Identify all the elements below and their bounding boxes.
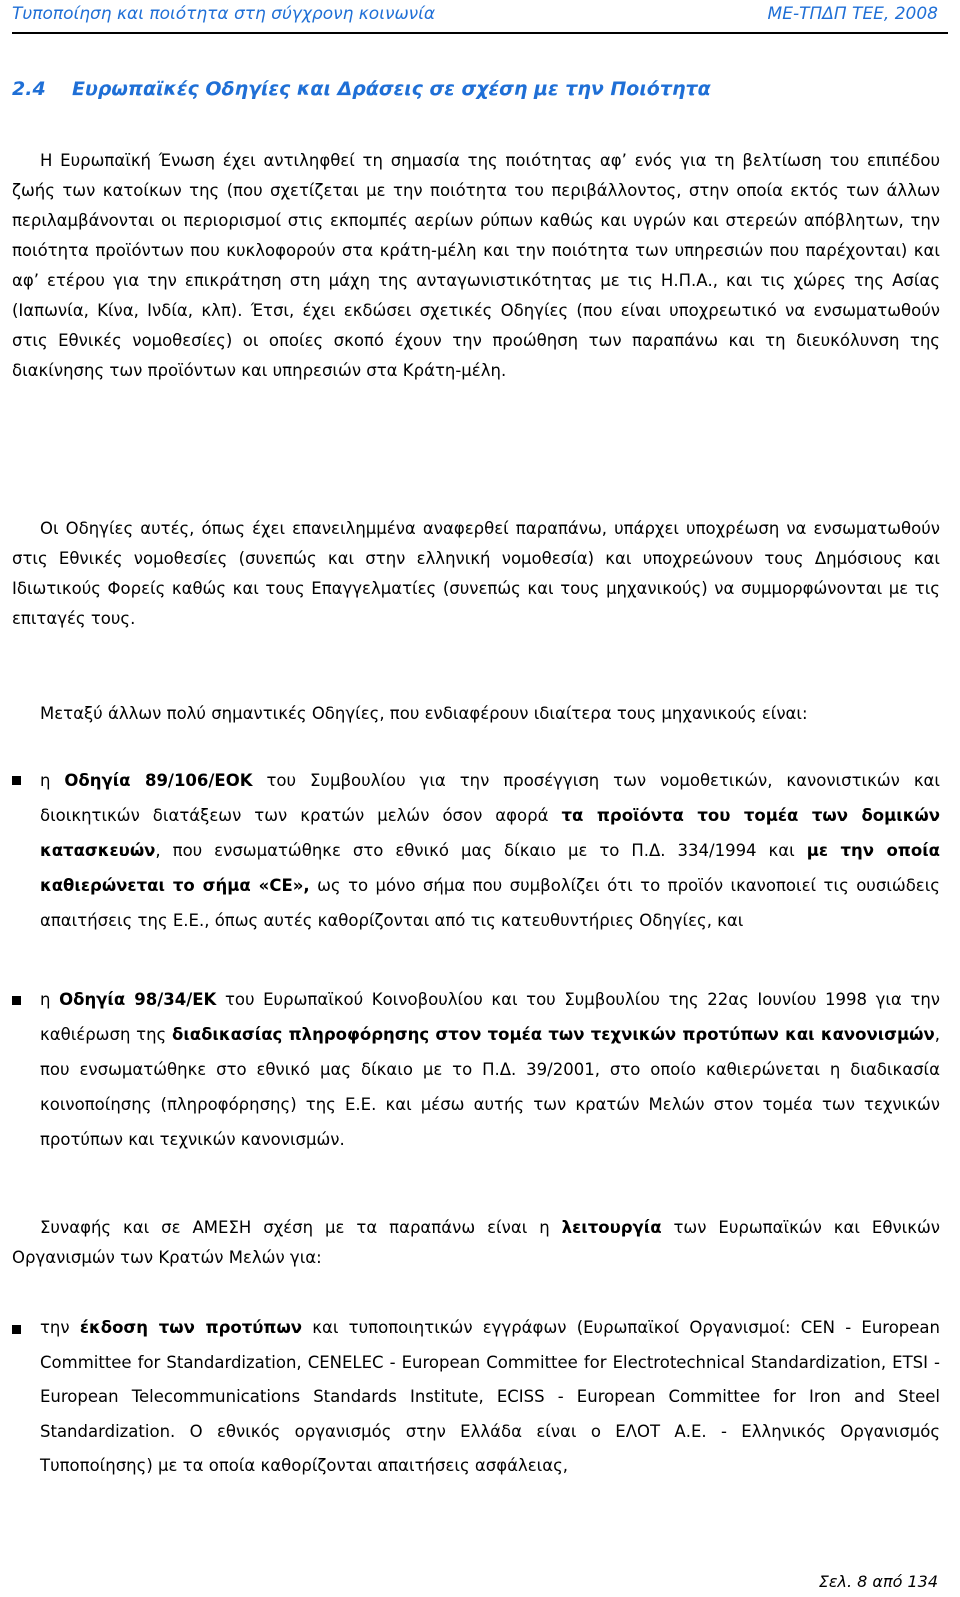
section-title: Ευρωπαϊκές Οδηγίες και Δράσεις σε σχέση με την Ποιότητα: [72, 78, 711, 100]
bold-run: τα προϊόντα του τομέα των δομικών κατασκευών: [40, 806, 940, 860]
page-number: Σελ. 8 από 134: [818, 1572, 938, 1591]
bullet-marker: [12, 776, 21, 785]
header-publisher: ΜΕ-ΤΠΔΠ ΤΕΕ, 2008: [767, 4, 938, 24]
text-run: η: [40, 990, 60, 1009]
bold-run: διαδικασίας πληροφόρησης στον τομέα των τεχνικών προτύπων και κανονισμών: [172, 1025, 935, 1044]
paragraph-1: Η Ευρωπαϊκή Ένωση έχει αντιληφθεί τη σημασία της ποιότητας αφ’ ενός για τη βελτίωση του επιπέδου ζωής των κατοίκων της (που σχετίζεται με την ποιότητα του περιβάλλοντος, στην οποία εκτός των άλλων περιλαμβάνονται οι περιορισμοί στις εκπομπές αερίων ρύπων καθώς και υγρών και στερεών απόβλητων, την ποιότητα προϊόντων που κυκλοφορούν στα κράτη-μέλη και την ποιότητα των υπηρεσιών που παρέχονται) και αφ’ ετέρου για την επικράτηση στη μάχη της ανταγωνιστικότητας με τις Η.Π.Α., και τις χώρες της Ασίας (Ιαπωνία, Κίνα, Ινδία, κλπ). Έτσι, έχει εκδώσει σχετικές Οδηγίες (που είναι υποχρεωτικό να ενσωματωθούν στις Εθνικές νομοθεσίες) οι οποίες σκοπό έχουν την προώθηση των παραπάνω και τη διευκόλυνση της διακίνησης των προϊόντων και υπηρεσιών στα Κράτη-μέλη.: [12, 151, 940, 380]
bold-run: με την οποία καθιερώνεται το σήμα «CE»,: [40, 841, 940, 895]
bullet-marker: [12, 996, 21, 1005]
text-run: του Ευρωπαϊκού Κοινοβουλίου και του Συμβουλίου της 22ας Ιουνίου 1998 για την καθιέρωση της: [40, 990, 941, 1044]
header-title: Τυποποίηση και ποιότητα στη σύγχρονη κοινωνία: [12, 4, 436, 24]
bold-run: Οδηγία 98/34/ΕΚ: [59, 990, 217, 1009]
paragraph-4: [12, 1213, 940, 1273]
text-run: την: [40, 1318, 80, 1337]
text-run: Συναφής και σε ΑΜΕΣΗ σχέση με τα παραπάνω είναι η: [40, 1218, 562, 1237]
bullet-item-directive-98-34: [40, 982, 940, 1157]
bold-run: Οδηγία 89/106/ΕΟΚ: [64, 771, 253, 790]
section-number: 2.4: [12, 78, 46, 100]
bullet-marker: [12, 1325, 21, 1334]
page-header: [12, 0, 948, 34]
bold-run: λειτουργία: [561, 1218, 662, 1237]
bullet-item-standards: [40, 1311, 940, 1484]
text-run: , που ενσωματώθηκε στο εθνικό μας δίκαιο με το Π.Δ. 334/1994 και: [155, 841, 807, 860]
text-run: , που ενσωματώθηκε στο εθνικό μας δίκαιο με το Π.Δ. 39/2001, στο οποίο καθιερώνεται η διαδικασία κοινοποίησης (πληροφόρησης) της Ε.Ε. και μέσω αυτής των κρατών Μελών στον τομέα των τεχνικών προτύπων και τεχνικών κανονισμών.: [40, 1025, 940, 1149]
section-heading: [12, 78, 711, 100]
text-run: των Ευρωπαϊκών και Εθνικών Οργανισμών των Κρατών Μελών για:: [12, 1218, 941, 1267]
paragraph-3: Μεταξύ άλλων πολύ σημαντικές Οδηγίες, που ενδιαφέρουν ιδιαίτερα τους μηχανικούς είναι:: [40, 704, 808, 723]
paragraph-2: Οι Οδηγίες αυτές, όπως έχει επανειλημμένα αναφερθεί παραπάνω, υπάρχει υποχρέωση να ενσωματωθούν στις Εθνικές νομοθεσίες (συνεπώς και στην ελληνική νομοθεσία) και υποχρεώνουν τους Δημόσιους και Ιδιωτικούς Φορείς καθώς και τους Επαγγελματίες (συνεπώς και τους μηχανικούς) να συμμορφώνονται με τις επιταγές τους.: [12, 519, 940, 628]
text-run: και τυποποιητικών εγγράφων (Ευρωπαϊκοί Οργανισμοί: CEN - European Committee for Standardization, CENELEC - European Committee for Electrotechnical Standardization, ETSI - European Telecommunications Standards Institute, ECISS - European Committee for Iron and Steel Standardization. Ο εθνικός οργανισμός στην Ελλάδα είναι ο ΕΛΟΤ Α.Ε. - Ελληνικός Οργανισμός Τυποποίησης) με τα οποία καθορίζονται απαιτήσεις ασφάλειας,: [40, 1318, 940, 1475]
text-run: η: [40, 771, 65, 790]
bullet-item-directive-89-106: [40, 763, 940, 938]
text-run: του Συμβουλίου για την προσέγγιση των νομοθετικών, κανονιστικών και διοικητικών διατάξεων των κρατών μελών όσον αφορά: [40, 771, 941, 825]
text-run: ως το μόνο σήμα που συμβολίζει ότι το προϊόν ικανοποιεί τις ουσιώδεις απαιτήσεις της Ε.Ε., όπως αυτές καθορίζονται από τις κατευθυντήριες Οδηγίες, και: [40, 876, 940, 930]
bold-run: έκδοση των προτύπων: [79, 1318, 303, 1337]
